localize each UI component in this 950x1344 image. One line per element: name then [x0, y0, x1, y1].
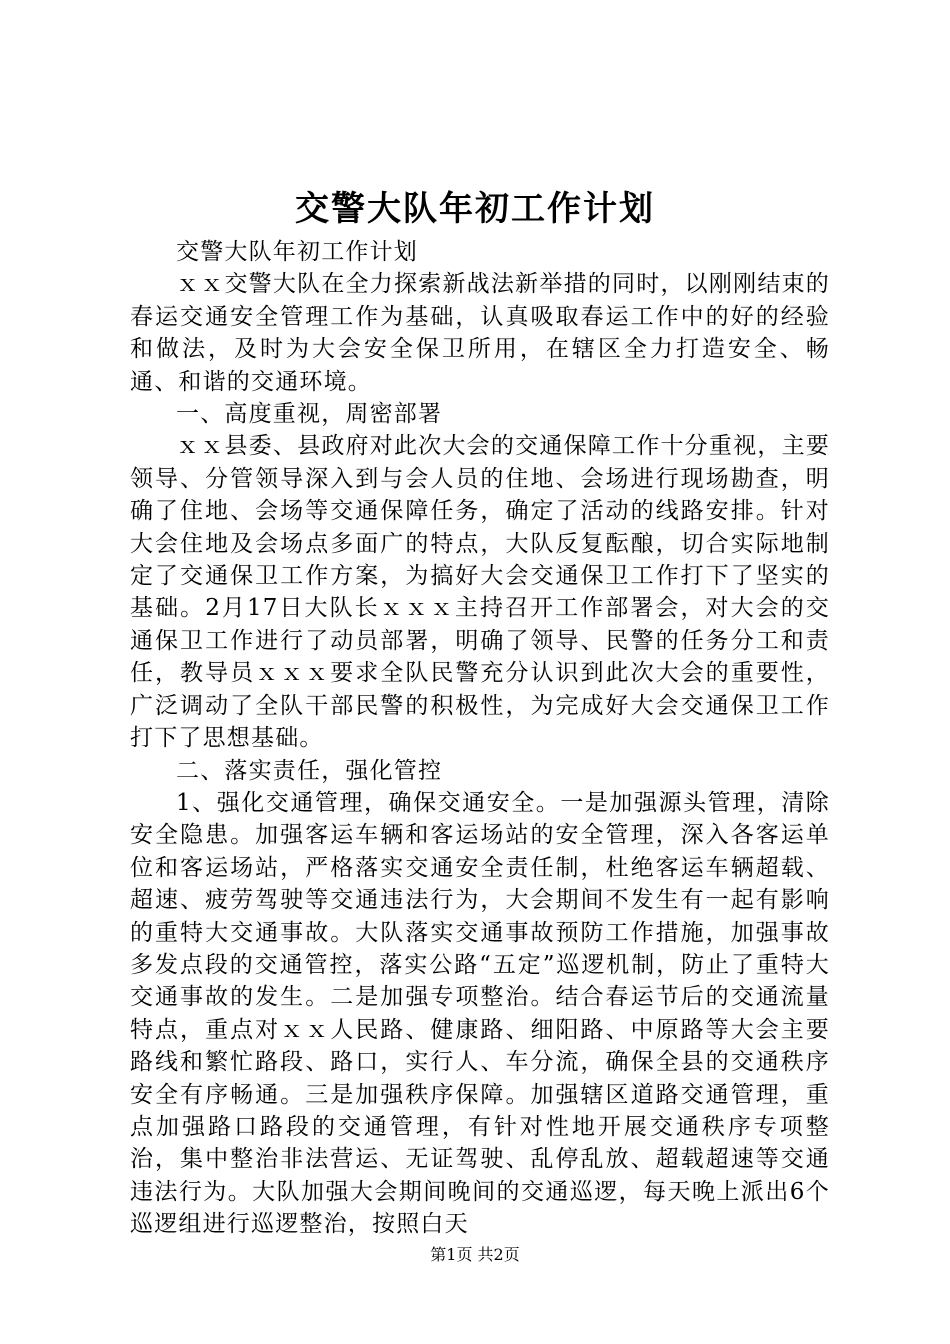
section-2-paragraph: 1、强化交通管理，确保交通安全。一是加强源头管理，清除安全隐患。加强客运车辆和客运场站的安全管理，深入各客运单位和客运场站，严格落实交通安全责任制，杜绝客运车辆超载、超速、疲劳驾驶等交通违法行为，大会期间不发生有一起有影响的重特大交通事故。大队落实交通事故预防工作措施，加强事故多发点段的交通管控，落实公路“五定”巡逻机制，防止了重特大交通事故的发生。二是加强专项整治。结合春运节后的交通流量特点，重点对ｘｘ人民路、健康路、细阳路、中原路等大会主要路线和繁忙路段、路口，实行人、车分流，确保全县的交通秩序安全有序畅通。三是加强秩序保障。加强辖区道路交通管理，重点加强路口路段的交通管理，有针对性地开展交通秩序专项整治，集中整治非法营运、无证驾驶、乱停乱放、超载超速等交通违法行为。大队加强大会期间晚间的交通巡逻，每天晚上派出6个巡逻组进行巡逻整治，按照白天 — [130, 789, 830, 1238]
document-title: 交警大队年初工作计划 — [295, 189, 655, 229]
document-body — [130, 236, 830, 1241]
page-footer: 第1页 共2页 — [430, 1245, 520, 1264]
section-heading-1: 一、高度重视，周密部署 — [176, 401, 443, 428]
subtitle-paragraph: 交警大队年初工作计划 — [176, 239, 418, 265]
section-heading-2: 二、落实责任，强化管控 — [176, 757, 443, 784]
section-1-paragraph: ｘｘ县委、县政府对此次大会的交通保障工作十分重视，主要领导、分管领导深入到与会人员的住地、会场进行现场勘查，明确了住地、会场等交通保障任务，确定了活动的线路安排。针对大会住地及会场点多面广的特点，大队反复酝酿，切合实际地制定了交通保卫工作方案，为搞好大会交通保卫工作打下了坚实的基础。2月17日大队长ｘｘｘ主持召开工作部署会，对大会的交通保卫工作进行了动员部署，明确了领导、民警的任务分工和责任，教导员ｘｘｘ要求全队民警充分认识到此次大会的重要性，广泛调动了全队干部民警的积极性，为完成好大会交通保卫工作打下了思想基础。 — [130, 433, 830, 752]
intro-paragraph: ｘｘ交警大队在全力探索新战法新举措的同时，以刚刚结束的春运交通安全管理工作为基础，认真吸取春运工作中的好的经验和做法，及时为大会安全保卫所用，在辖区全力打造安全、畅通、和谐的交通环境。 — [130, 271, 830, 395]
